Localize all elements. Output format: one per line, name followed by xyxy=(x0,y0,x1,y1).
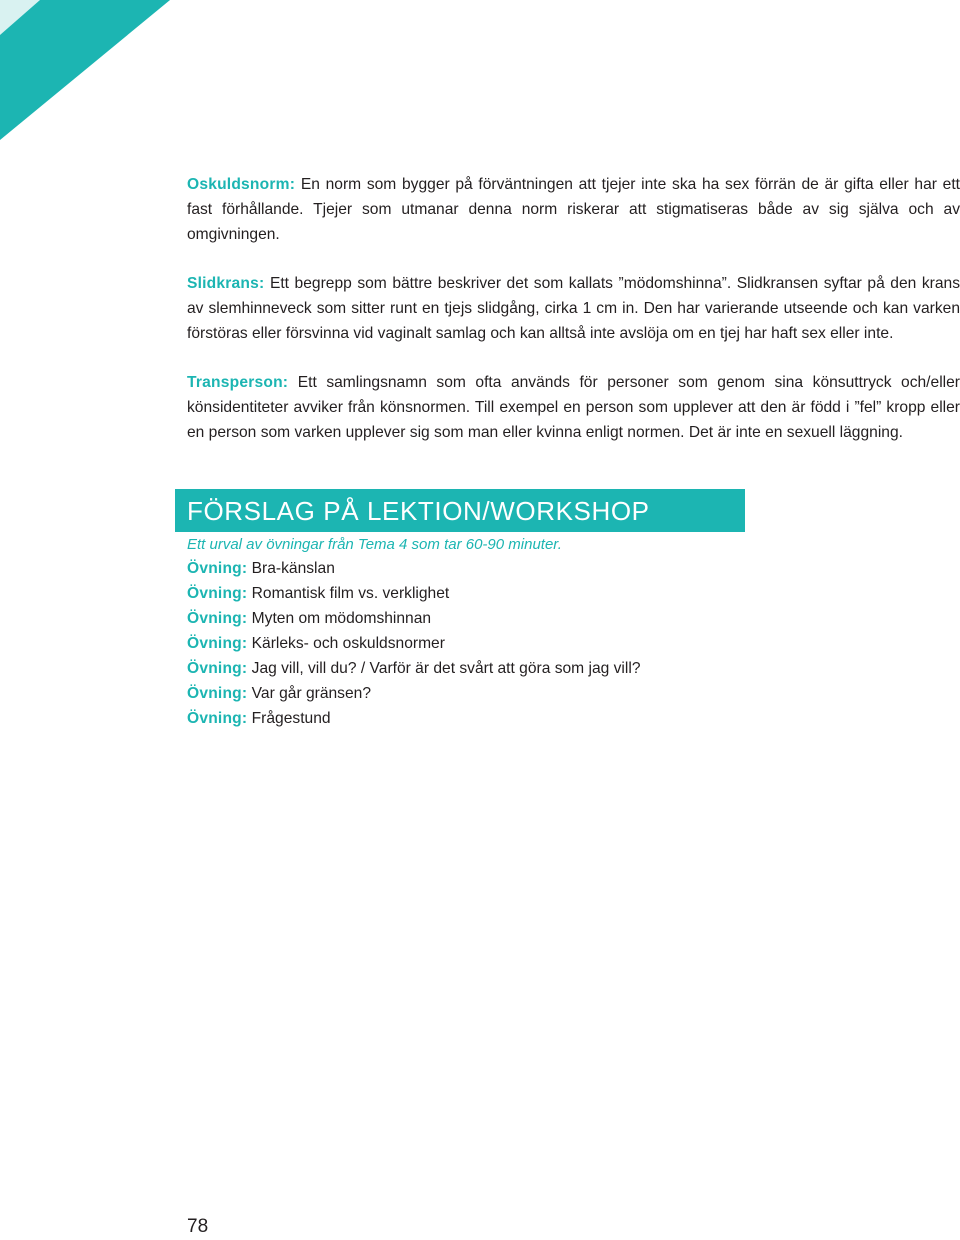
exercise-name: Kärleks- och oskuldsnormer xyxy=(251,635,445,652)
corner-stripe-decoration xyxy=(0,0,170,140)
list-item xyxy=(187,556,641,581)
exercise-label: Övning: xyxy=(187,585,248,602)
exercise-label: Övning: xyxy=(187,610,248,627)
list-item xyxy=(187,581,641,606)
definition-term: Slidkrans: xyxy=(187,275,265,292)
section-banner xyxy=(175,489,745,532)
definition-text: Ett begrepp som bättre beskriver det som kallats ”mödomshinna”. Slidkransen syftar på den krans av slemhinneveck som sitter runt en tjejs slidgång, cirka 1 cm in. Den har varierande utseende och kan varken förstöras eller försvinna vid vaginalt samlag och kan alltså inte avslöja om en tjej har haft sex eller inte. xyxy=(187,275,960,342)
exercise-label: Övning: xyxy=(187,685,248,702)
definitions-section xyxy=(187,172,960,469)
exercise-label: Övning: xyxy=(187,660,248,677)
exercise-name: Frågestund xyxy=(251,710,331,727)
section-subtitle: Ett urval av övningar från Tema 4 som tar 60-90 minuter. xyxy=(187,536,562,553)
definition-slidkrans xyxy=(187,271,960,346)
definition-term: Transperson: xyxy=(187,374,289,391)
list-item xyxy=(187,656,641,681)
list-item xyxy=(187,606,641,631)
exercise-label: Övning: xyxy=(187,710,248,727)
exercise-name: Myten om mödomshinnan xyxy=(251,610,432,627)
list-item xyxy=(187,631,641,656)
definition-transperson xyxy=(187,370,960,445)
section-title: FÖRSLAG PÅ LEKTION/WORKSHOP xyxy=(187,496,650,526)
exercise-label: Övning: xyxy=(187,635,248,652)
page-number: 78 xyxy=(187,1216,209,1237)
exercise-list xyxy=(187,556,641,731)
exercise-name: Jag vill, vill du? / Varför är det svårt att göra som jag vill? xyxy=(251,660,641,677)
exercise-label: Övning: xyxy=(187,560,248,577)
exercise-name: Bra-känslan xyxy=(251,560,335,577)
definition-oskuldsnorm xyxy=(187,172,960,247)
list-item xyxy=(187,706,641,731)
definition-text: Ett samlingsnamn som ofta används för personer som genom sina könsuttryck och/eller könsidentiteter avviker från könsnormen. Till exempel en person som upplever att den är född i ”fel” kropp eller en person som varken upplever sig som man eller kvinna enligt normen. Det är inte en sexuell läggning. xyxy=(187,374,960,441)
exercise-name: Var går gränsen? xyxy=(251,685,371,702)
exercise-name: Romantisk film vs. verklighet xyxy=(251,585,450,602)
list-item xyxy=(187,681,641,706)
definition-text: En norm som bygger på förväntningen att tjejer inte ska ha sex förrän de är gifta eller har ett fast förhållande. Tjejer som utmanar denna norm riskerar att stigmatiseras både av sig själva och av omgivningen. xyxy=(187,176,960,243)
definition-term: Oskuldsnorm: xyxy=(187,176,296,193)
